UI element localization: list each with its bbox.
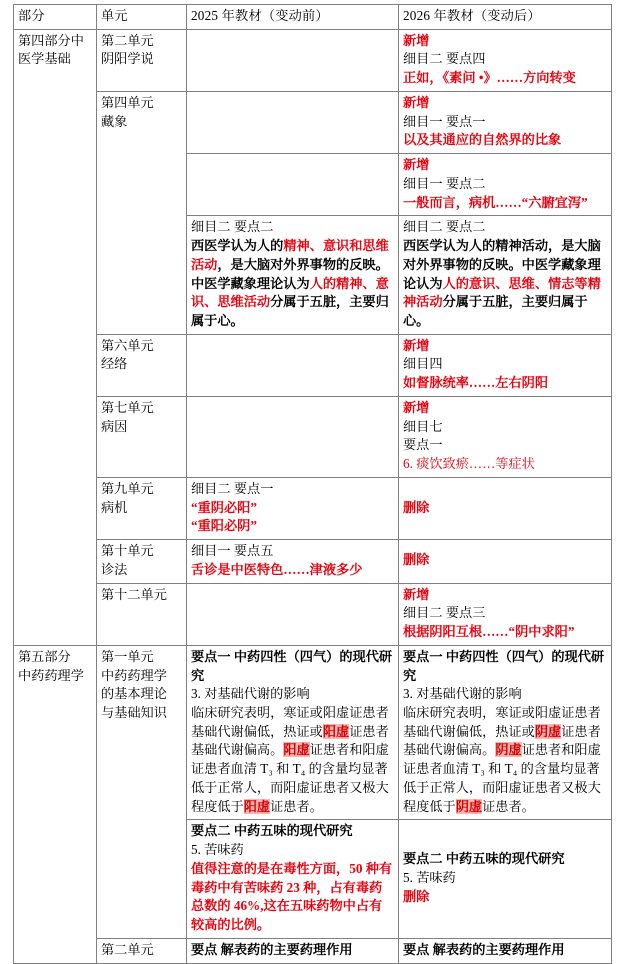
unit-label-cell-twelve: [97, 583, 187, 645]
paragraph-run: 证患者基础代谢偏高。: [191, 723, 389, 758]
item-reference: 细目一 要点五: [191, 543, 274, 559]
paragraph-run-highlight: 人的意识、思维、情志等精神活动: [403, 275, 601, 310]
unit-label-line-2: 藏象: [101, 113, 128, 129]
paragraph-run-highlight: 阴虚: [534, 723, 562, 739]
change-tag: 删除: [403, 888, 430, 904]
unit-label-line-1: 第九单元: [101, 480, 154, 496]
old-content-cell: [187, 477, 399, 539]
paragraph-run: 证患者和阳虚证患者血清 T₃ 和 T₄ 的含量均显著低于正常人，而阳虚证患者又极大程度低于: [403, 742, 601, 814]
item-reference: 细目二 要点二: [191, 219, 274, 235]
paragraph-run: 证患者和阳虚证患者血清 T₃ 和 T₄ 的含量均显著低于正常人，而阳虚证患者又极大程度低于: [191, 742, 389, 814]
item-reference: 要点一: [403, 437, 443, 453]
change-tag: 删除: [403, 552, 430, 568]
change-detail: “重阳必阴”: [191, 518, 257, 534]
section-title: 要点 解表药的主要药理作用: [403, 941, 565, 957]
part-label-cell-5: [14, 645, 97, 963]
paragraph-run: 分属于五脏，主要归属于心。: [191, 294, 389, 329]
change-tag: 新增: [403, 157, 430, 173]
item-reference: 细目一 要点二: [403, 175, 486, 191]
table-row: [14, 540, 612, 583]
subsection-label: 3. 对基础代谢的影响: [191, 686, 310, 702]
unit-label-line-2: 阴阳学说: [101, 51, 154, 67]
table-row: [14, 645, 612, 820]
unit-label-line-2: 中药药理学: [101, 667, 167, 683]
old-content-cell: [187, 91, 399, 153]
change-detail: “重阴必阳”: [191, 499, 257, 515]
table-row: [14, 938, 612, 963]
old-content-cell: [187, 154, 399, 216]
new-content-cell: [399, 820, 612, 938]
new-content-cell: [399, 477, 612, 539]
paragraph-run-highlight: 阴虚: [495, 742, 522, 758]
unit-label-cell-zangxiang: [97, 91, 187, 334]
old-content-cell: [187, 540, 399, 583]
change-detail: 值得注意的是在毒性方面，50 种有毒药中有苦味药 23 种，占有毒药总数的 46%,这在五味药物中占有较高的比例。: [191, 860, 393, 933]
subsection-label: 5. 苦味药: [403, 870, 456, 886]
item-reference: 细目七: [403, 418, 443, 434]
item-reference: 细目四: [403, 356, 443, 372]
new-content-cell: [399, 938, 612, 963]
textbook-change-comparison-table: [13, 4, 612, 964]
paragraph-run: 西医学认为人的精神活动，是大脑对外界事物的反映。中医学藏象理论认为: [403, 238, 601, 291]
change-tag: 新增: [403, 399, 430, 415]
section-title: 要点 解表药的主要药理作用: [191, 941, 353, 957]
subsection-label: 3. 对基础代谢的影响: [403, 686, 522, 702]
paragraph-run: 证患者基础代谢偏高。: [403, 723, 601, 758]
new-content-cell: [399, 396, 612, 477]
unit-label-cell-pharmacology-basics: [97, 645, 187, 938]
old-content-cell: [187, 396, 399, 477]
paragraph-run-highlight: 阴虚: [455, 798, 483, 814]
table-row: [14, 29, 612, 91]
unit-label-line-4: 与基础知识: [101, 704, 167, 720]
new-content-cell: [399, 216, 612, 334]
unit-label-cell-yinyang: [97, 29, 187, 91]
paragraph-run: 临床研究表明，寒证或阳虚证患者基础代谢偏低，热证或: [403, 704, 601, 739]
new-content-cell: [399, 334, 612, 396]
unit-label-line-2: 诊法: [101, 561, 128, 577]
change-tag: 新增: [403, 586, 430, 602]
unit-label-line-2: 病因: [101, 418, 128, 434]
change-tag: 新增: [403, 32, 430, 48]
table-row: [14, 334, 612, 396]
paragraph-run-highlight: 阳虚: [243, 798, 271, 814]
change-detail: 根据阴阳互根……“阴中求阳”: [403, 624, 575, 640]
table-row: [14, 91, 612, 153]
change-tag: 新增: [403, 94, 430, 110]
change-detail: 如督脉统率……左右阴阳: [403, 375, 549, 391]
unit-label-line-2: 经络: [101, 356, 128, 372]
part-label-cell-4: [14, 29, 97, 645]
unit-label-line-1: 第七单元: [101, 399, 154, 415]
item-reference: 细目二 要点一: [191, 480, 274, 496]
unit-label-line-1: 第四单元: [101, 94, 154, 110]
unit-label-line-2: 病机: [101, 499, 128, 515]
section-title: 要点二 中药五味的现代研究: [191, 823, 353, 839]
part-label-line-1: 第五部分: [18, 648, 71, 664]
old-content-cell: [187, 583, 399, 645]
change-detail: 正如，《素问 •》……方向转变: [403, 70, 576, 86]
old-content-cell: [187, 29, 399, 91]
subsection-label: 5. 苦味药: [191, 842, 244, 858]
change-detail: 一般而言，病机……“六腑宜泻”: [403, 194, 588, 210]
unit-label-line-1: 第一单元: [101, 648, 154, 664]
paragraph-run: 分属于五脏，主要归属于心。: [403, 294, 588, 329]
column-header-unit: 单元: [97, 5, 187, 30]
item-reference: 细目二 要点二: [403, 219, 486, 235]
new-content-cell: [399, 583, 612, 645]
paragraph-run: ，是大脑对外界事物的反映。中医学藏象理论认为: [191, 256, 389, 291]
change-detail: 以及其通应的自然界的比象: [403, 132, 562, 148]
unit-label-line-1: 第二单元: [101, 32, 154, 48]
paragraph-run: 证患者。: [482, 798, 535, 814]
old-content-cell: [187, 820, 399, 938]
header-row: [14, 5, 612, 30]
unit-label-line-1: 第二单元: [101, 941, 154, 957]
table-row: [14, 583, 612, 645]
paragraph-run: 证患者。: [270, 798, 323, 814]
unit-label-cell-jingluo: [97, 334, 187, 396]
unit-label-cell-unit-two: [97, 938, 187, 963]
table-header: [14, 5, 612, 30]
paragraph-run: 临床研究表明，寒证或阳虚证患者基础代谢偏低，热证或: [191, 704, 389, 739]
paragraph-run-highlight: 人的精神、意识、思维活动: [191, 275, 389, 310]
unit-label-line-1: 第十单元: [101, 543, 154, 559]
column-header-old-textbook: 2025 年教材（变动前）: [187, 5, 399, 30]
section-title: 要点二 中药五味的现代研究: [403, 851, 565, 867]
change-tag: 删除: [403, 499, 430, 515]
new-content-cell: [399, 645, 612, 820]
paragraph-run-highlight: 精神、意识和思维活动: [191, 238, 389, 272]
paragraph-run: 西医学认为人的: [191, 238, 284, 254]
unit-label-line-3: 的基本理论: [101, 686, 167, 702]
section-title: 要点一 中药四性（四气）的现代研究: [191, 648, 393, 683]
unit-label-line-1: 第十二单元: [101, 586, 167, 602]
old-content-cell: [187, 334, 399, 396]
table-row: [14, 477, 612, 539]
part-label-line-2: 医学基础: [18, 51, 71, 67]
part-label-line-1: 第四部分中: [18, 32, 84, 48]
old-content-cell: [187, 645, 399, 820]
column-header-part: 部分: [14, 5, 97, 30]
new-content-cell: [399, 29, 612, 91]
change-tag: 新增: [403, 337, 430, 353]
item-reference: 细目一 要点一: [403, 113, 486, 129]
part-label-line-2: 中药药理学: [18, 667, 84, 683]
change-detail: 舌诊是中医特色……津液多少: [191, 561, 363, 577]
table-body: [14, 29, 612, 963]
section-title: 要点一 中药四性（四气）的现代研究: [403, 648, 605, 683]
new-content-cell: [399, 154, 612, 216]
item-reference: 细目二 要点三: [403, 605, 486, 621]
paragraph-run-highlight: 阳虚: [322, 723, 350, 739]
old-content-cell: [187, 216, 399, 334]
unit-label-cell-zhenfa: [97, 540, 187, 583]
unit-label-line-1: 第六单元: [101, 337, 154, 353]
item-reference: 细目二 要点四: [403, 51, 486, 67]
unit-label-cell-bingji: [97, 477, 187, 539]
old-content-cell: [187, 938, 399, 963]
new-content-cell: [399, 91, 612, 153]
column-header-new-textbook: 2026 年教材（变动后）: [399, 5, 612, 30]
unit-label-cell-bingyin: [97, 396, 187, 477]
new-content-cell: [399, 540, 612, 583]
change-detail: 6. 痰饮致瘀……等症状: [403, 456, 535, 472]
table-row: [14, 396, 612, 477]
paragraph-run-highlight: 阳虚: [283, 742, 310, 758]
